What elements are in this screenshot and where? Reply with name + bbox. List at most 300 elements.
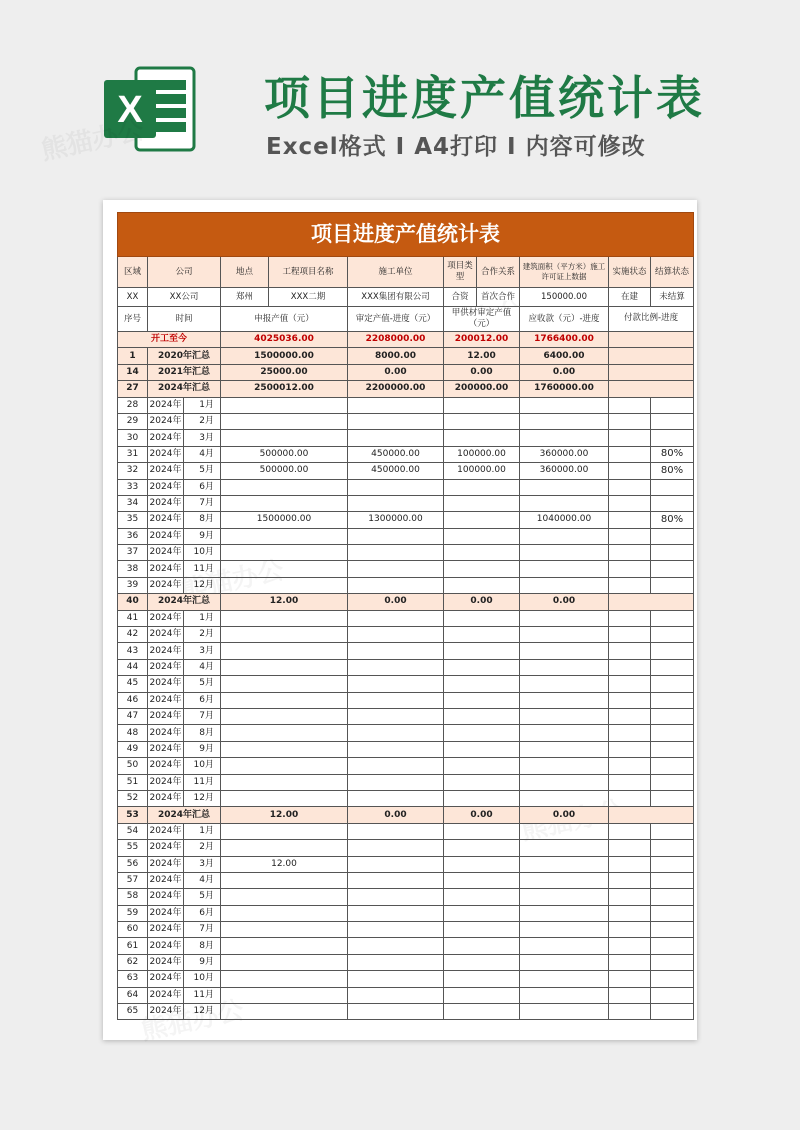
payment-pct	[651, 692, 694, 708]
receivable-value	[520, 397, 609, 413]
spacer-cell	[609, 463, 651, 479]
row-number: 40	[118, 594, 148, 610]
approved-value	[348, 872, 444, 888]
spacer-cell	[609, 397, 651, 413]
row-number: 14	[118, 364, 148, 380]
year-cell: 2024年	[148, 528, 184, 544]
spacer-cell	[609, 528, 651, 544]
month-cell: 9月	[184, 741, 221, 757]
year-cell: 2024年	[148, 430, 184, 446]
row-number: 64	[118, 987, 148, 1003]
approved-value	[348, 676, 444, 692]
supplied-value	[444, 938, 520, 954]
summary-label: 2024年汇总	[148, 594, 221, 610]
declared-value	[221, 741, 348, 757]
declared-value	[221, 774, 348, 790]
supplied-value	[444, 823, 520, 839]
total-label: 开工至今	[118, 332, 221, 348]
declared-value	[221, 692, 348, 708]
declared-value: 2500012.00	[221, 381, 348, 397]
year-cell: 2024年	[148, 479, 184, 495]
payment-pct	[651, 823, 694, 839]
receivable-value	[520, 413, 609, 429]
declared-value	[221, 922, 348, 938]
payment-pct	[651, 938, 694, 954]
summary-label: 2021年汇总	[148, 364, 221, 380]
declared-value	[221, 545, 348, 561]
receivable-value	[520, 790, 609, 806]
declared-value	[221, 758, 348, 774]
row-number: 51	[118, 774, 148, 790]
info-cell: 郑州	[221, 288, 269, 307]
declared-value: 25000.00	[221, 364, 348, 380]
year-cell: 2024年	[148, 495, 184, 511]
payment-pct	[651, 479, 694, 495]
row-number: 62	[118, 954, 148, 970]
month-cell: 10月	[184, 971, 221, 987]
approved-value	[348, 479, 444, 495]
approved-value	[348, 758, 444, 774]
declared-value	[221, 397, 348, 413]
row-number: 54	[118, 823, 148, 839]
header-cell: 实施状态	[609, 257, 651, 288]
row-number: 47	[118, 708, 148, 724]
supplied-value	[444, 512, 520, 528]
table-row	[118, 774, 694, 790]
banner-subtitle: Excel格式 I A4打印 I 内容可修改	[266, 134, 646, 160]
receivable-value	[520, 758, 609, 774]
declared-value: 1500000.00	[221, 348, 348, 364]
spacer-cell	[609, 938, 651, 954]
spacer-cell	[609, 758, 651, 774]
payment-pct	[651, 610, 694, 626]
month-cell: 2月	[184, 840, 221, 856]
supplied-value	[444, 840, 520, 856]
table-row	[118, 856, 694, 872]
row-number: 45	[118, 676, 148, 692]
declared-value: 1500000.00	[221, 512, 348, 528]
row-number: 33	[118, 479, 148, 495]
declared-value	[221, 987, 348, 1003]
supplied-value	[444, 495, 520, 511]
approved-value	[348, 659, 444, 675]
receivable-value	[520, 610, 609, 626]
spacer-cell	[609, 577, 651, 593]
year-cell: 2024年	[148, 561, 184, 577]
supplied-value	[444, 643, 520, 659]
payment-pct	[651, 1004, 694, 1020]
spacer-cell	[609, 643, 651, 659]
payment-pct	[651, 790, 694, 806]
table-row	[118, 1004, 694, 1020]
approved-value: 0.00	[348, 594, 444, 610]
spacer-cell	[609, 676, 651, 692]
total-supplied: 200012.00	[444, 332, 520, 348]
supplied-value	[444, 856, 520, 872]
supplied-value	[444, 659, 520, 675]
year-cell: 2024年	[148, 676, 184, 692]
supplied-value	[444, 872, 520, 888]
month-cell: 5月	[184, 463, 221, 479]
payment-pct	[609, 381, 694, 397]
payment-pct	[651, 643, 694, 659]
info-cell: XXX集团有限公司	[348, 288, 444, 307]
receivable-value: 0.00	[520, 364, 609, 380]
declared-value	[221, 643, 348, 659]
payment-pct	[651, 774, 694, 790]
receivable-value	[520, 922, 609, 938]
row-number: 57	[118, 872, 148, 888]
year-cell: 2024年	[148, 725, 184, 741]
year-cell: 2024年	[148, 954, 184, 970]
year-cell: 2024年	[148, 577, 184, 593]
table-row	[118, 397, 694, 413]
total-row	[118, 332, 694, 348]
declared-value	[221, 413, 348, 429]
row-number: 58	[118, 889, 148, 905]
receivable-value	[520, 1004, 609, 1020]
payment-pct	[651, 889, 694, 905]
spacer-cell	[609, 905, 651, 921]
receivable-value	[520, 430, 609, 446]
receivable-value	[520, 856, 609, 872]
header2-cell: 审定产值-进度（元）	[348, 307, 444, 332]
approved-value	[348, 954, 444, 970]
supplied-value: 12.00	[444, 348, 520, 364]
month-cell: 5月	[184, 889, 221, 905]
approved-value	[348, 1004, 444, 1020]
header-cell: 合作关系	[477, 257, 520, 288]
header2-cell: 时间	[148, 307, 221, 332]
row-number: 37	[118, 545, 148, 561]
month-cell: 9月	[184, 528, 221, 544]
logo-letter: X	[117, 89, 143, 131]
payment-pct	[651, 430, 694, 446]
header-row	[118, 257, 694, 288]
spacer-cell	[609, 495, 651, 511]
approved-value	[348, 790, 444, 806]
supplied-value	[444, 561, 520, 577]
declared-value: 12.00	[221, 594, 348, 610]
row-number: 53	[118, 807, 148, 823]
month-cell: 8月	[184, 512, 221, 528]
sheet-title: 项目进度产值统计表	[118, 213, 694, 257]
total-approved: 2208000.00	[348, 332, 444, 348]
banner-title: 项目进度产值统计表	[264, 71, 705, 125]
row-number: 49	[118, 741, 148, 757]
summary-row	[118, 364, 694, 380]
payment-pct: 80%	[651, 446, 694, 462]
approved-value	[348, 938, 444, 954]
row-number: 52	[118, 790, 148, 806]
receivable-value	[520, 840, 609, 856]
payment-pct	[651, 741, 694, 757]
row-number: 59	[118, 905, 148, 921]
receivable-value: 360000.00	[520, 446, 609, 462]
supplied-value	[444, 905, 520, 921]
total-pct	[609, 332, 694, 348]
approved-value	[348, 708, 444, 724]
declared-value	[221, 561, 348, 577]
payment-pct	[651, 725, 694, 741]
approved-value	[348, 561, 444, 577]
year-cell: 2024年	[148, 823, 184, 839]
receivable-value	[520, 889, 609, 905]
approved-value	[348, 692, 444, 708]
table-row	[118, 463, 694, 479]
approved-value	[348, 495, 444, 511]
spacer-cell	[609, 692, 651, 708]
approved-value: 1300000.00	[348, 512, 444, 528]
payment-pct	[651, 659, 694, 675]
info-row	[118, 288, 694, 307]
summary-label: 2020年汇总	[148, 348, 221, 364]
supplied-value	[444, 987, 520, 1003]
month-cell: 1月	[184, 397, 221, 413]
supplied-value: 0.00	[444, 364, 520, 380]
row-number: 60	[118, 922, 148, 938]
spacer-cell	[609, 872, 651, 888]
table-row	[118, 840, 694, 856]
approved-value	[348, 610, 444, 626]
receivable-value	[520, 954, 609, 970]
spacer-cell	[609, 430, 651, 446]
row-number: 50	[118, 758, 148, 774]
spacer-cell	[609, 446, 651, 462]
summary-row	[118, 381, 694, 397]
month-cell: 7月	[184, 922, 221, 938]
summary-label: 2024年汇总	[148, 381, 221, 397]
month-cell: 10月	[184, 758, 221, 774]
receivable-value	[520, 479, 609, 495]
month-cell: 12月	[184, 577, 221, 593]
receivable-value	[520, 741, 609, 757]
info-cell: 未结算	[651, 288, 694, 307]
year-cell: 2024年	[148, 413, 184, 429]
payment-pct	[609, 364, 694, 380]
approved-value	[348, 971, 444, 987]
supplied-value	[444, 627, 520, 643]
declared-value	[221, 495, 348, 511]
table-row	[118, 627, 694, 643]
payment-pct	[651, 577, 694, 593]
receivable-value	[520, 987, 609, 1003]
receivable-value	[520, 561, 609, 577]
approved-value: 0.00	[348, 807, 444, 823]
declared-value	[221, 889, 348, 905]
receivable-value	[520, 823, 609, 839]
spacer-cell	[609, 823, 651, 839]
declared-value	[221, 938, 348, 954]
declared-value	[221, 430, 348, 446]
declared-value	[221, 659, 348, 675]
row-number: 43	[118, 643, 148, 659]
supplied-value	[444, 922, 520, 938]
receivable-value: 0.00	[520, 807, 609, 823]
row-number: 38	[118, 561, 148, 577]
header2-cell: 应收款（元）-进度	[520, 307, 609, 332]
approved-value: 2200000.00	[348, 381, 444, 397]
payment-pct	[651, 627, 694, 643]
receivable-value	[520, 692, 609, 708]
month-cell: 3月	[184, 643, 221, 659]
spacer-cell	[609, 790, 651, 806]
table-row	[118, 479, 694, 495]
approved-value	[348, 643, 444, 659]
receivable-value	[520, 971, 609, 987]
receivable-value	[520, 774, 609, 790]
declared-value	[221, 528, 348, 544]
year-cell: 2024年	[148, 446, 184, 462]
supplied-value	[444, 1004, 520, 1020]
receivable-value	[520, 545, 609, 561]
header-cell: 建筑面积（平方米）施工许可证上数据	[520, 257, 609, 288]
summary-row	[118, 594, 694, 610]
spacer-cell	[609, 856, 651, 872]
table-row	[118, 413, 694, 429]
payment-pct	[651, 561, 694, 577]
approved-value	[348, 741, 444, 757]
supplied-value	[444, 397, 520, 413]
header-cell: 区域	[118, 257, 148, 288]
approved-value	[348, 528, 444, 544]
year-cell: 2024年	[148, 774, 184, 790]
header-cell: 项目类型	[444, 257, 477, 288]
supplied-value	[444, 610, 520, 626]
row-number: 61	[118, 938, 148, 954]
payment-pct	[651, 872, 694, 888]
month-cell: 11月	[184, 561, 221, 577]
declared-value	[221, 840, 348, 856]
info-cell: 150000.00	[520, 288, 609, 307]
supplied-value	[444, 676, 520, 692]
declared-value	[221, 627, 348, 643]
spacer-cell	[609, 413, 651, 429]
approved-value	[348, 397, 444, 413]
month-cell: 3月	[184, 430, 221, 446]
supplied-value	[444, 577, 520, 593]
summary-label: 2024年汇总	[148, 807, 221, 823]
header-cell: 施工单位	[348, 257, 444, 288]
year-cell: 2024年	[148, 512, 184, 528]
year-cell: 2024年	[148, 840, 184, 856]
receivable-value: 1040000.00	[520, 512, 609, 528]
supplied-value	[444, 479, 520, 495]
year-cell: 2024年	[148, 708, 184, 724]
payment-pct: 80%	[651, 463, 694, 479]
header-cell: 公司	[148, 257, 221, 288]
table-row	[118, 872, 694, 888]
info-cell: 在建	[609, 288, 651, 307]
receivable-value	[520, 528, 609, 544]
spacer-cell	[609, 987, 651, 1003]
table-row	[118, 577, 694, 593]
declared-value	[221, 905, 348, 921]
declared-value	[221, 610, 348, 626]
supplied-value	[444, 725, 520, 741]
payment-pct	[651, 676, 694, 692]
total-receivable: 1766400.00	[520, 332, 609, 348]
table-row	[118, 561, 694, 577]
year-cell: 2024年	[148, 872, 184, 888]
month-cell: 9月	[184, 954, 221, 970]
month-cell: 4月	[184, 872, 221, 888]
row-number: 1	[118, 348, 148, 364]
row-number: 32	[118, 463, 148, 479]
month-cell: 4月	[184, 446, 221, 462]
supplied-value	[444, 774, 520, 790]
payment-pct	[651, 708, 694, 724]
payment-pct	[651, 545, 694, 561]
month-cell: 6月	[184, 479, 221, 495]
table-row	[118, 545, 694, 561]
info-cell: XXX二期	[269, 288, 348, 307]
spacer-cell	[609, 922, 651, 938]
spacer-cell	[609, 708, 651, 724]
table-row	[118, 708, 694, 724]
payment-pct	[651, 758, 694, 774]
row-number: 56	[118, 856, 148, 872]
payment-pct	[651, 856, 694, 872]
spacer-cell	[609, 512, 651, 528]
row-number: 42	[118, 627, 148, 643]
spacer-cell	[609, 479, 651, 495]
approved-value	[348, 856, 444, 872]
year-cell: 2024年	[148, 659, 184, 675]
spacer-cell	[609, 659, 651, 675]
declared-value	[221, 971, 348, 987]
header-cell: 地点	[221, 257, 269, 288]
month-cell: 5月	[184, 676, 221, 692]
table-row	[118, 512, 694, 528]
payment-pct	[609, 807, 694, 823]
spacer-cell	[609, 627, 651, 643]
approved-value	[348, 889, 444, 905]
declared-value	[221, 577, 348, 593]
payment-pct	[609, 348, 694, 364]
row-number: 27	[118, 381, 148, 397]
approved-value	[348, 905, 444, 921]
spacer-cell	[609, 725, 651, 741]
month-cell: 1月	[184, 610, 221, 626]
month-cell: 6月	[184, 692, 221, 708]
supplied-value	[444, 889, 520, 905]
supplied-value	[444, 741, 520, 757]
supplied-value: 200000.00	[444, 381, 520, 397]
spacer-cell	[609, 774, 651, 790]
row-number: 46	[118, 692, 148, 708]
payment-pct	[651, 954, 694, 970]
year-cell: 2024年	[148, 938, 184, 954]
month-cell: 12月	[184, 1004, 221, 1020]
info-cell: 首次合作	[477, 288, 520, 307]
year-cell: 2024年	[148, 397, 184, 413]
row-number: 39	[118, 577, 148, 593]
supplied-value	[444, 430, 520, 446]
year-cell: 2024年	[148, 545, 184, 561]
declared-value: 500000.00	[221, 463, 348, 479]
payment-pct	[651, 905, 694, 921]
spacer-cell	[609, 561, 651, 577]
payment-pct	[651, 987, 694, 1003]
year-cell: 2024年	[148, 610, 184, 626]
month-cell: 4月	[184, 659, 221, 675]
info-cell: 合资	[444, 288, 477, 307]
supplied-value	[444, 708, 520, 724]
summary-row	[118, 807, 694, 823]
declared-value	[221, 725, 348, 741]
row-number: 36	[118, 528, 148, 544]
